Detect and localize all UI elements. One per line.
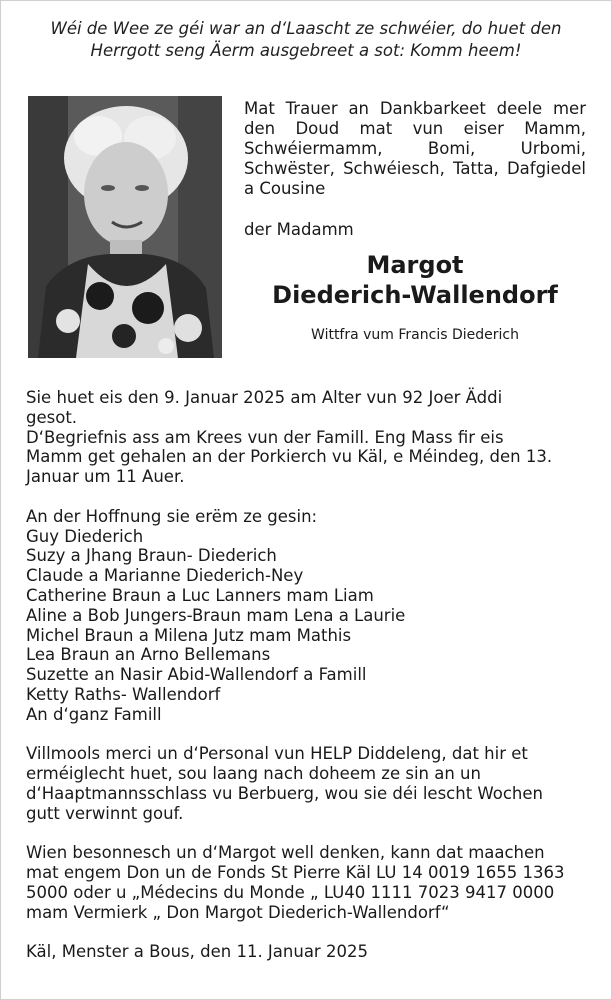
motto-line: Herrgott seng Äerm ausgebreet a sot: Komm heem! — [90, 41, 522, 60]
motto-line: Wéi de Wee ze géi war an d‘Laascht ze schwéier, do huet den — [50, 19, 562, 38]
text-line: erméiglecht huet, sou laang nach doheem ze sin an un — [26, 764, 481, 784]
text-line: gutt verwinnt gouf. — [26, 803, 184, 823]
mourner-name: Lea Braun an Arno Bellemans — [26, 645, 271, 665]
mourner-name: Michel Braun a Milena Jutz mam Mathis — [26, 625, 352, 645]
text-line: Wien besonnesch un d‘Margot well denken, kann dat maachen — [26, 843, 545, 863]
intro-text: Mat Trauer an Dankbarkeet deele mer den Doud mat vun eiser Mamm, Schwéiermamm, Bomi, Urbomi, Schwëster, Schwéiesch, Tatta, Dafgiedel a Cousine — [244, 99, 586, 198]
mourner-name: Suzy a Jhang Braun- Diederich — [26, 546, 277, 566]
mourner-name: Guy Diederich — [26, 526, 144, 546]
text-line: Mamm get gehalen an der Porkierch vu Käl, e Méindeg, den 13. — [26, 447, 553, 467]
widow-of: Wittfra vum Francis Diederich — [311, 327, 519, 343]
obituary-body — [26, 388, 586, 982]
mourner-name: Aline a Bob Jungers-Braun mam Lena a Laurie — [26, 605, 406, 625]
mourner-name: Suzette an Nasir Abid-Wallendorf a Famill — [26, 665, 367, 685]
mourner-name: Catherine Braun a Luc Lanners mam Liam — [26, 585, 374, 605]
text-line: 5000 oder u „Médecins du Monde „ LU40 1111 7023 9417 0000 — [26, 882, 555, 902]
text-line: d‘Haaptmannsschlass vu Berbuerg, wou sie déi lescht Wochen — [26, 783, 543, 803]
surname: Diederich-Wallendorf — [272, 281, 558, 309]
motto — [20, 18, 592, 62]
portrait-photo — [28, 96, 222, 358]
mourner-name: Ketty Raths- Wallendorf — [26, 684, 221, 704]
text-line: D‘Begriefnis ass am Krees vun der Famill. Eng Mass fir eis — [26, 427, 504, 447]
title-madamm: der Madamm — [244, 220, 354, 239]
text-line: Villmools merci un d‘Personal vun HELP Diddeleng, dat hir et — [26, 744, 528, 764]
mourner-name: Claude a Marianne Diederich-Ney — [26, 566, 304, 586]
place-date — [26, 942, 586, 962]
mourner-name: An d‘ganz Famill — [26, 704, 162, 724]
text-line: gesot. — [26, 407, 78, 427]
thanks-paragraph — [26, 744, 586, 823]
portrait-image — [28, 96, 222, 358]
mourners-list — [26, 507, 586, 725]
donation-paragraph — [26, 843, 586, 922]
mourners-heading: An der Hoffnung sie erëm ze gesin: — [26, 506, 318, 526]
text-line: mat engem Don un de Fonds St Pierre Käl LU 14 0019 1655 1363 — [26, 863, 565, 883]
text-line: Januar um 11 Auer. — [26, 467, 185, 487]
death-notice — [26, 388, 586, 487]
deceased-name — [244, 250, 586, 310]
text-line: Sie huet eis den 9. Januar 2025 am Alter vun 92 Joer Äddi — [26, 388, 503, 407]
first-name: Margot — [366, 251, 464, 279]
place-date-line: Käl, Menster a Bous, den 11. Januar 2025 — [26, 942, 368, 962]
text-line: mam Vermierk „ Don Margot Diederich-Wallendorf“ — [26, 902, 450, 922]
